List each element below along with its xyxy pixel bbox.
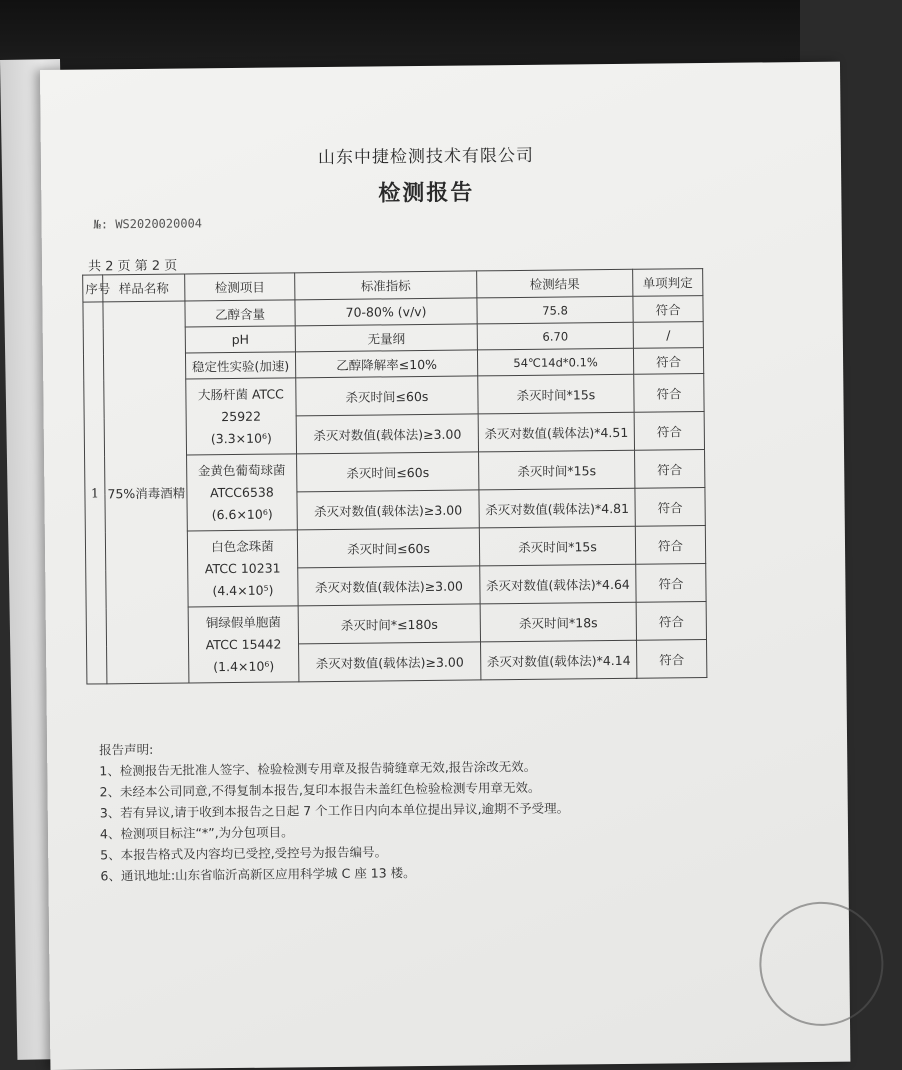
item-cell: pH [185, 326, 295, 353]
result-cell: 杀灭对数值(载体法)*4.81 [479, 488, 635, 528]
organism-name: 白色念珠菌 [211, 538, 274, 554]
serial-cell: 1 [83, 302, 107, 684]
col-header-standard: 标准指标 [295, 271, 477, 300]
standard-cell: 杀灭对数值(载体法)≥3.00 [299, 642, 481, 682]
organism-strain: ATCC 10231 [204, 560, 281, 576]
organism-count: (6.6×10⁶) [211, 506, 273, 522]
item-cell: 乙醇含量 [185, 300, 295, 327]
standard-cell: 杀灭时间≤60s [296, 376, 478, 416]
judgment-cell: 符合 [635, 488, 705, 527]
standard-cell: 杀灭时间≤60s [297, 452, 479, 492]
standard-cell: 70-80% (v/v) [295, 298, 477, 326]
result-cell: 杀灭时间*15s [479, 450, 635, 490]
declaration-item: 6、通讯地址:山东省临沂高新区应用科学城 C 座 13 楼。 [100, 865, 416, 884]
col-header-result: 检测结果 [477, 269, 633, 298]
report-sheet [40, 62, 850, 1070]
result-cell: 54℃14d*0.1% [477, 348, 633, 376]
item-cell: 稳定性实验(加速) [185, 352, 295, 379]
result-cell: 杀灭对数值(载体法)*4.14 [481, 640, 637, 680]
organism-name: 大肠杆菌 ATCC [197, 385, 284, 402]
judgment-cell: 符合 [635, 450, 705, 489]
declaration-item: 1、检测报告无批准人签字、检验检测专用章及报告骑缝章无效,报告涂改无效。 [99, 758, 537, 779]
standard-cell: 杀灭时间≤60s [297, 528, 479, 568]
standard-cell: 无量纲 [295, 324, 477, 352]
page-info: 共 2 页 第 2 页 [87, 258, 178, 275]
organism-cell [188, 606, 299, 683]
judgment-cell: 符合 [633, 348, 703, 375]
declaration-item: 5、本报告格式及内容均已受控,受控号为报告编号。 [100, 844, 388, 863]
sample-name-cell: 75%消毒酒精 [103, 301, 189, 684]
organism-name: 金黄色葡萄球菌 [197, 461, 286, 478]
result-cell: 6.70 [477, 322, 633, 350]
organism-count: (4.4×10⁵) [212, 582, 274, 598]
judgment-cell: 符合 [633, 296, 703, 323]
judgment-cell: 符合 [637, 640, 707, 679]
organism-strain: ATCC6538 [209, 484, 274, 500]
organism-count: (3.3×10⁶) [210, 430, 272, 446]
company-name: 山东中捷检测技术有限公司 [317, 145, 535, 169]
judgment-cell: 符合 [636, 564, 706, 603]
report-declaration [99, 733, 701, 886]
standard-cell: 杀灭时间*≤180s [298, 604, 480, 644]
organism-cell [187, 454, 298, 531]
col-header-serial: 序号 [83, 275, 103, 302]
result-cell: 杀灭对数值(载体法)*4.64 [480, 564, 636, 604]
declaration-item: 3、若有异议,请于收到本报告之日起 7 个工作日内向本单位提出异议,逾期不予受理。 [99, 800, 570, 821]
result-cell: 杀灭时间*18s [480, 602, 636, 642]
judgment-cell: 符合 [634, 374, 704, 413]
organism-strain: 25922 [221, 408, 262, 424]
result-cell: 杀灭时间*15s [478, 374, 634, 414]
judgment-cell: 符合 [634, 412, 704, 451]
report-title: 检测报告 [378, 179, 475, 207]
result-cell: 杀灭对数值(载体法)*4.51 [478, 412, 634, 452]
standard-cell: 乙醇降解率≤10% [295, 350, 477, 378]
organism-strain: ATCC 15442 [205, 636, 282, 652]
judgment-cell: 符合 [635, 526, 705, 565]
result-cell: 75.8 [477, 296, 633, 324]
partial-seal-stamp [742, 885, 900, 1043]
test-results-table [82, 268, 707, 684]
organism-cell [186, 378, 297, 455]
col-header-item: 检测项目 [185, 273, 295, 301]
col-header-judgment: 单项判定 [633, 269, 703, 297]
declaration-item: 4、检测项目标注“*”,为分包项目。 [99, 824, 294, 842]
result-cell: 杀灭时间*15s [479, 526, 635, 566]
judgment-cell: / [633, 322, 703, 349]
col-header-sample: 样品名称 [103, 274, 185, 302]
standard-cell: 杀灭对数值(载体法)≥3.00 [298, 566, 480, 606]
declaration-heading: 报告声明: [99, 741, 154, 758]
standard-cell: 杀灭对数值(载体法)≥3.00 [296, 414, 478, 454]
organism-name: 铜绿假单胞菌 [205, 614, 281, 630]
judgment-cell: 符合 [636, 602, 706, 641]
declaration-item: 2、未经本公司同意,不得复制本报告,复印本报告未盖红色检验检测专用章无效。 [99, 779, 541, 800]
organism-cell [187, 530, 298, 607]
standard-cell: 杀灭对数值(载体法)≥3.00 [297, 490, 479, 530]
organism-count: (1.4×10⁶) [213, 658, 275, 674]
report-number: №: WS2020020004 [93, 216, 203, 232]
